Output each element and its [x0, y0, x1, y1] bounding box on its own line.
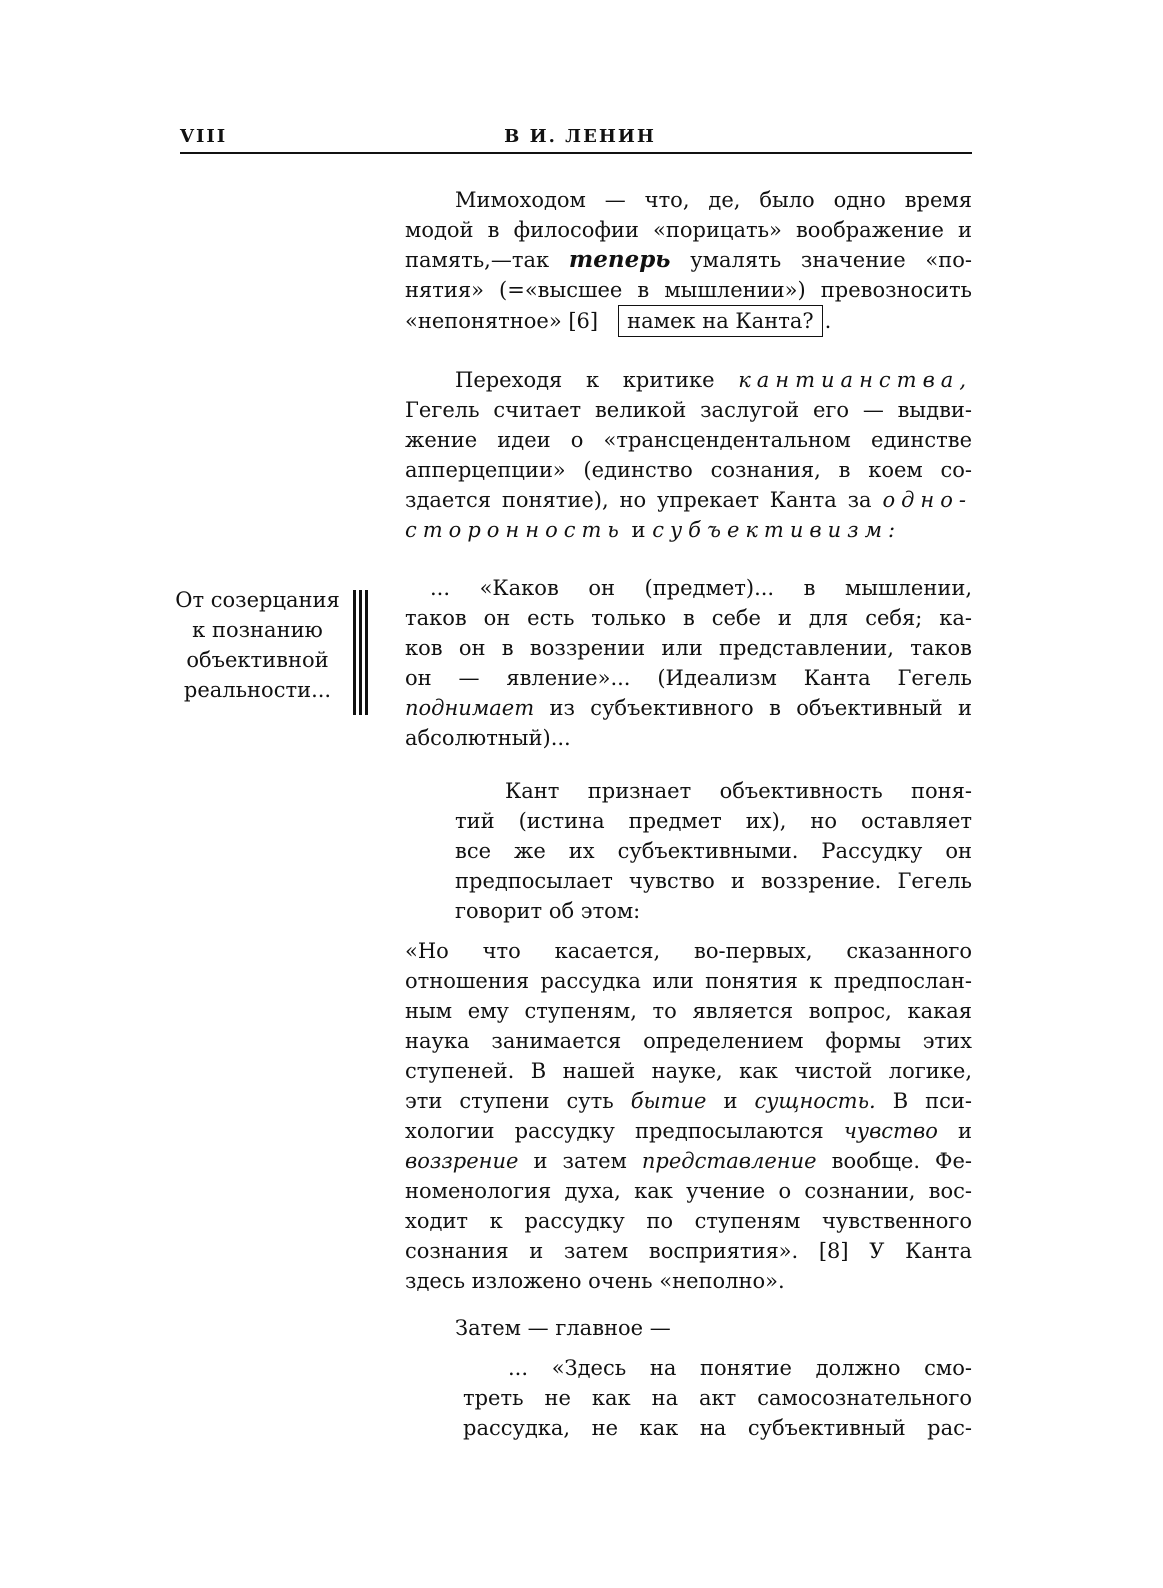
p4-line-4: предпосылает чувство и воззрение. Гегель: [455, 869, 972, 893]
p2-line-2: Гегель считает великой заслугой его — выдви-: [405, 398, 972, 422]
page-number: VIII: [180, 126, 228, 147]
paragraph-7: [463, 1353, 972, 1443]
p3-line-2: таков он есть только в себе и для себя; ка-: [405, 606, 972, 630]
margin-note-line: реальности...: [183, 678, 332, 702]
p1-line-3: память,—так теперь умалять значение «по-: [405, 246, 972, 273]
p2-line-4: апперцепции» (единство сознания, в коем со-: [405, 458, 972, 482]
p5-line-3: ным ему ступеням, то является вопрос, какая: [405, 999, 972, 1023]
p3-line-3: ков он в воззрении или представлении, таков: [405, 636, 972, 660]
margin-note-line: От созерцания: [175, 588, 340, 612]
p6-line-1: Затем — главное —: [455, 1316, 671, 1340]
margin-note: [170, 585, 345, 705]
p4-line-3: все же их субъективными. Рассудку он: [455, 839, 972, 863]
triple-margin-bars: [353, 590, 369, 715]
p5-line-1: «Но что касается, во-первых, сказанного: [405, 939, 972, 963]
p2-line-1: Переходя к критике кантианства,: [455, 368, 972, 392]
p4-line-1: Кант признает объективность поня-: [505, 779, 972, 803]
paragraph-2: [405, 365, 972, 545]
p1-line-5: «непонятное» [6] намек на Канта? .: [405, 305, 972, 337]
p5-line-8: воззрение и затем представление вообще. Фе-: [405, 1149, 972, 1173]
p3-line-6: абсолютный)...: [405, 726, 571, 750]
p5-line-11: сознания и затем восприятия». [8] У Канта: [405, 1239, 972, 1263]
p3-line-4: он — явление»... (Идеализм Канта Гегель: [405, 666, 972, 690]
p5-line-6: эти ступени суть бытие и сущность. В пси-: [405, 1089, 972, 1113]
paragraph-1: [405, 185, 972, 337]
p7-line-3: рассудка, не как на субъективный рас-: [463, 1416, 972, 1440]
p1-line-4: нятия» (=«высшее в мышлении») превозносить: [405, 278, 972, 302]
running-title: В И. ЛЕНИН: [504, 126, 656, 147]
paragraph-5: [405, 936, 972, 1296]
p1-line-2: модой в философии «порицать» воображение и: [405, 218, 972, 242]
margin-note-line: к познанию: [192, 618, 323, 642]
p5-line-9: номенология духа, как учение о сознании, вос-: [405, 1179, 972, 1203]
p2-line-3: жение идеи о «трансцендентальном единстве: [405, 428, 972, 452]
margin-note-line: объективной: [186, 648, 329, 672]
p2-line-6: сторонность и субъективизм:: [405, 518, 902, 542]
p7-line-1: ... «Здесь на понятие должно смо-: [508, 1356, 972, 1380]
paragraph-3: [405, 573, 972, 753]
p5-line-4: наука занимается определением формы этих: [405, 1029, 972, 1053]
p5-line-12: здесь изложено очень «неполно».: [405, 1269, 785, 1293]
paragraph-4: [455, 776, 972, 926]
p7-line-2: треть не как на акт самосознательного: [463, 1386, 972, 1410]
boxed-annotation: намек на Канта?: [618, 305, 822, 337]
p4-line-2: тий (истина предмет их), но оставляет: [455, 809, 972, 833]
p2-line-5: здается понятие), но упрекает Канта за одно-: [405, 488, 972, 512]
p3-line-5: поднимает из субъективного в объективный и: [405, 696, 972, 720]
p5-line-7: хологии рассудку предпосылаются чувство и: [405, 1119, 972, 1143]
emphasis-kantianism: кантианства,: [738, 368, 972, 392]
p5-line-5: ступеней. В нашей науке, как чистой логике,: [405, 1059, 972, 1083]
p5-line-10: ходит к рассудку по ступеням чувственного: [405, 1209, 972, 1233]
p3-line-1: ... «Каков он (предмет)... в мышлении,: [430, 576, 972, 600]
p4-line-5: говорит об этом:: [455, 899, 641, 923]
emphasis-now: теперь: [568, 246, 671, 273]
paragraph-6: [455, 1313, 972, 1343]
running-header: [180, 122, 972, 154]
p5-line-2: отношения рассудка или понятия к предпослан-: [405, 969, 972, 993]
p1-line-1: Мимоходом — что, де, было одно время: [455, 188, 972, 212]
